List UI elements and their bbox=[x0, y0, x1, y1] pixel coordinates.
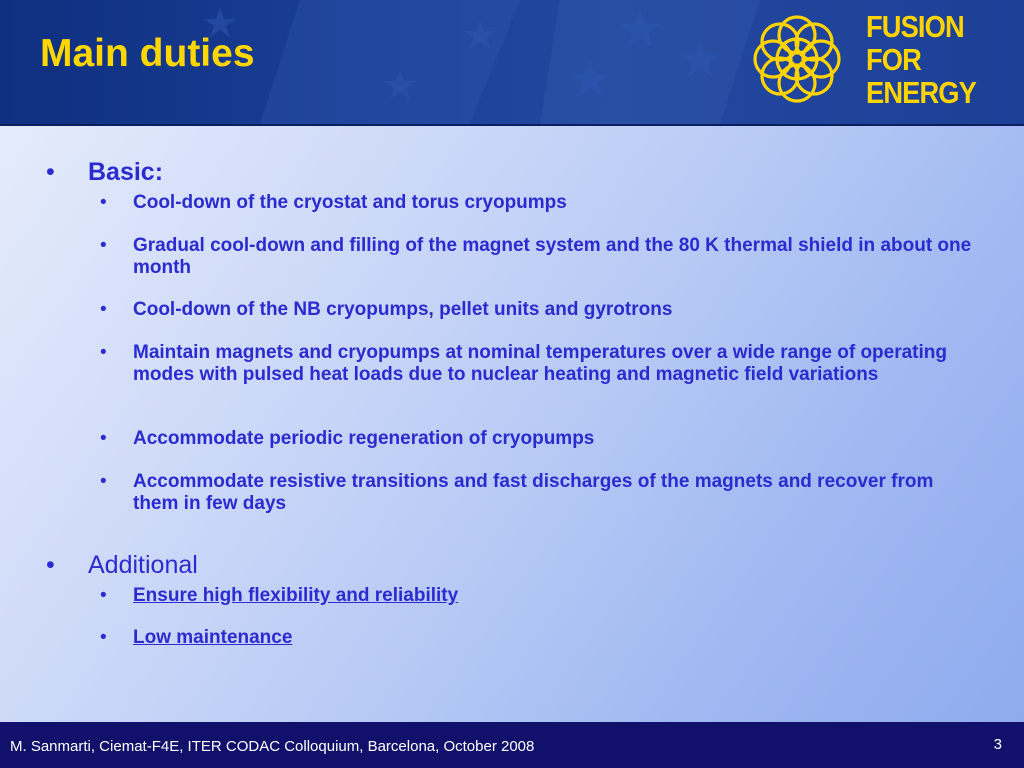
bullet-icon: • bbox=[46, 551, 55, 579]
page-number: 3 bbox=[993, 736, 1002, 753]
list-item: • Accommodate resistive transitions and fast discharges of the magnets and recover from them in few days bbox=[100, 471, 934, 514]
list-item bbox=[100, 585, 980, 607]
list-item: • Cool-down of the cryostat and torus cryopumps bbox=[100, 192, 567, 213]
bullet-icon: • bbox=[100, 627, 107, 648]
list-link[interactable]: Low maintenance bbox=[133, 627, 293, 648]
section-heading-basic: • Basic: bbox=[46, 158, 164, 186]
list-item: • Maintain magnets and cryopumps at nominal temperatures over a wide range of operating modes with pulsed heat loads due to nuclear heating and magnetic field variations bbox=[100, 342, 948, 385]
bullet-icon: • bbox=[100, 342, 107, 363]
slide-body bbox=[0, 126, 1024, 722]
fusion-for-energy-logo-icon bbox=[742, 4, 852, 114]
fusion-for-energy-logo-text bbox=[866, 10, 1016, 109]
logo-line-1: FUSION bbox=[866, 9, 964, 44]
bullet-icon: • bbox=[100, 585, 107, 606]
section-heading-additional: • Additional bbox=[46, 551, 198, 579]
bullet-icon: • bbox=[100, 192, 107, 213]
bullet-icon: • bbox=[46, 158, 55, 186]
list-item: • Cool-down of the NB cryopumps, pellet units and gyrotrons bbox=[100, 299, 673, 320]
bullet-icon: • bbox=[100, 428, 107, 449]
list-link[interactable]: Ensure high flexibility and reliability bbox=[133, 585, 459, 606]
slide-footer bbox=[0, 722, 1024, 768]
bullet-icon: • bbox=[100, 471, 107, 492]
list-item bbox=[100, 627, 980, 649]
slide-header bbox=[0, 0, 1024, 124]
logo-line-2: FOR bbox=[866, 42, 921, 77]
list-item: • Accommodate periodic regeneration of cryopumps bbox=[100, 428, 595, 449]
footer-credit: M. Sanmarti, Ciemat-F4E, ITER CODAC Colloquium, Barcelona, October 2008 bbox=[10, 738, 535, 755]
list-item: • Gradual cool-down and filling of the magnet system and the 80 K thermal shield in about one month bbox=[100, 235, 972, 278]
bullet-icon: • bbox=[100, 299, 107, 320]
logo-line-3: ENERGY bbox=[866, 75, 976, 110]
bullet-icon: • bbox=[100, 235, 107, 256]
slide-title: Main duties bbox=[40, 32, 255, 75]
